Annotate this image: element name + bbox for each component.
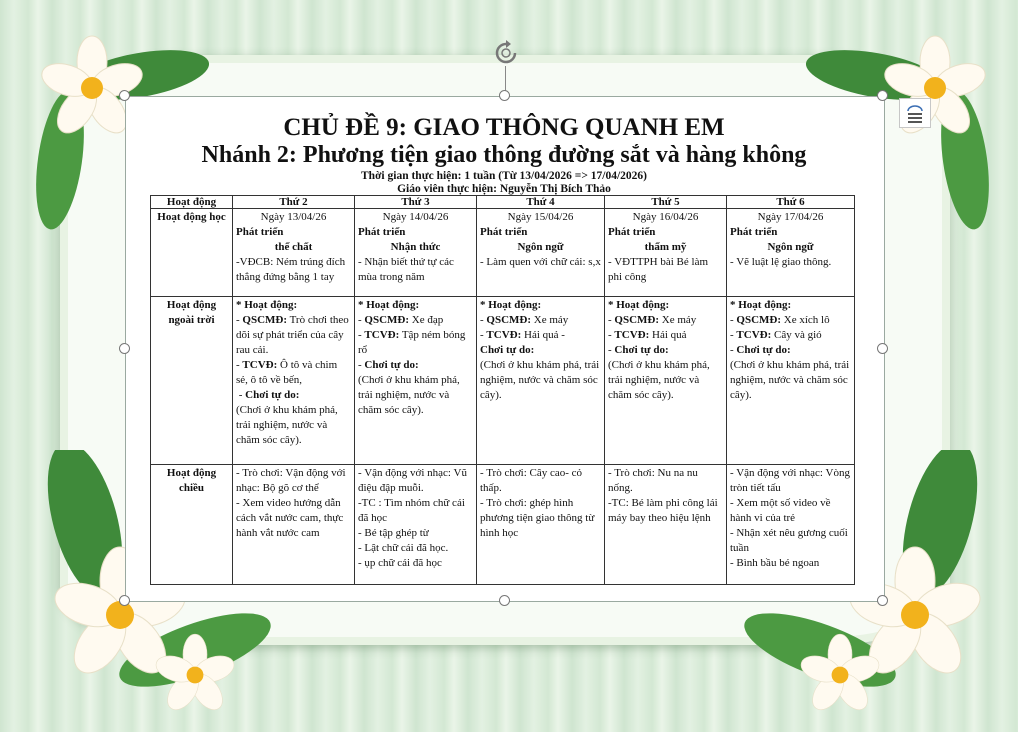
cell-key: Chơi tự do: [245,389,300,401]
cell-date: Ngày 13/04/26 [260,211,327,223]
cell-line: - QSCMĐ: Xe đạp [358,314,444,326]
cell-area-sub: Ngôn ngữ [517,241,564,253]
cell-key: TCVĐ: [486,329,522,341]
cell-heading: * Hoạt động: [236,299,298,311]
resize-handle-top[interactable] [499,90,510,101]
cell-line: - Chơi tự do: [236,389,300,401]
rotate-handle-icon[interactable] [493,40,519,66]
layout-options-icon [900,99,930,127]
resize-handle-left[interactable] [119,343,130,354]
table-cell [233,465,355,585]
cell-area: Phát triển [358,226,406,238]
cell-text: Hái quả [652,329,687,341]
activity-label: Hoạt động chiều [151,465,233,585]
cell-key: TCVĐ: [614,329,650,341]
cell-key: Chơi tự do: [614,344,669,356]
header-cell: Thứ 6 [727,196,855,209]
cell-text: - Bé tập ghép từ [358,527,429,539]
cell-key: TCVĐ: [364,329,400,341]
cell-text: Ô tô và chim sẻ, ô tô về bến, [236,359,338,386]
cell-area-sub: Ngôn ngữ [767,241,814,253]
cell-area: Phát triển [608,226,656,238]
cell-heading: * Hoạt động: [730,299,792,311]
cell-text: - Trò chơi: ghép hình phương tiện giao thông từ hình học [480,497,595,539]
cell-text: - Trò chơi: Nu na nu nống. [608,467,698,494]
cell-line: - TCVĐ: Hái quả [608,329,687,341]
cell-text: Xe máy [533,314,569,326]
cell-text: -TC: Bé làm phi công lái máy bay theo hiệu lệnh [608,497,718,524]
table-cell [727,209,855,297]
cell-area: Phát triển [730,226,778,238]
table-cell [233,297,355,465]
cell-text: Trò chơi theo dõi sự phát triển của cây rau cải. [236,314,349,356]
cell-text: - ụp chữ cái đã học [358,557,442,569]
cell-key: QSCMĐ: [486,314,532,326]
cell-key: QSCMĐ: [242,314,288,326]
cell-text: - Xem video hướng dẫn cách vắt nước cam, thực hành vắt nước cam [236,497,344,539]
cell-key: Chơi tự do: [364,359,419,371]
cell-text: - Bình bầu bé ngoan [730,557,820,569]
table-row-hoat-dong-ngoai-troi [151,297,855,465]
cell-text: -VĐCB: Ném trúng đích thẳng đứng bằng 1 tay [236,256,346,283]
cell-line: - QSCMĐ: Trò chơi theo dõi sự phát triển của cây rau cải. [236,314,349,356]
cell-text: - Trò chơi: Vận động với nhạc: Bộ gõ cơ thể [236,467,346,494]
table-cell [605,297,727,465]
cell-date: Ngày 16/04/26 [632,211,699,223]
cell-text: - Trò chơi: Cây cao- cỏ thấp. [480,467,583,494]
table-cell [605,465,727,585]
table-cell [355,209,477,297]
cell-line: - TCVĐ: Cây và gió [730,329,822,341]
cell-text: - Nhận xét nêu gương cuối tuần [730,527,848,554]
cell-text: (Chơi ở khu khám phá, trải nghiệm, nước và chăm sóc cây). [358,374,460,416]
cell-text: Xe máy [661,314,697,326]
cell-text: (Chơi ở khu khám phá, trải nghiệm, nước và chăm sóc cây). [608,359,710,401]
cell-text: - Lật chữ cái đã học. [358,542,449,554]
cell-line: - QSCMĐ: Xe máy [608,314,697,326]
cell-date: Ngày 15/04/26 [507,211,574,223]
table-cell [355,297,477,465]
cell-line: - TCVĐ: Ô tô và chim sẻ, ô tô về bến, [236,359,338,386]
header-cell: Thứ 3 [355,196,477,209]
table-cell [477,465,605,585]
teacher-line: Giáo viên thực hiện: Nguyễn Thị Bích Thảo [397,183,611,195]
cell-text: - VĐTTPH bài Bé làm phi công [608,256,709,283]
time-line: Thời gian thực hiện: 1 tuần (Từ 13/04/2026 => 17/04/2026) [361,170,647,182]
header-cell: Hoạt động [151,196,233,209]
cell-key: TCVĐ: [242,359,278,371]
cell-text: - Vận động với nhạc: Vũ điệu đập muỗi. [358,467,467,494]
cell-key: TCVĐ: [736,329,772,341]
resize-handle-top-right[interactable] [877,90,888,101]
cell-text: - Xem một số video về hành vi của trẻ [730,497,831,524]
cell-date: Ngày 17/04/26 [757,211,824,223]
cell-line: - Chơi tự do: [608,344,669,356]
cell-key: Chơi tự do: [480,344,535,356]
cell-text: Xe đạp [411,314,444,326]
cell-text: - Nhận biết thứ tự các mùa trong năm [358,256,454,283]
header-cell: Thứ 4 [477,196,605,209]
header-cell: Thứ 5 [605,196,727,209]
resize-handle-bottom[interactable] [499,595,510,606]
table-cell [727,297,855,465]
cell-heading: * Hoạt động: [358,299,420,311]
cell-key: QSCMĐ: [736,314,782,326]
table-header-row [151,196,855,209]
cell-line: - Chơi tự do: [730,344,791,356]
cell-date: Ngày 14/04/26 [382,211,449,223]
table-cell [477,297,605,465]
cell-area: Phát triển [236,226,284,238]
cell-text: Hái quả - [524,329,565,341]
cell-key: Chơi tự do: [736,344,791,356]
cell-text: Tập ném bóng rổ [358,329,466,356]
layout-options-button[interactable] [899,98,931,128]
table-cell [233,209,355,297]
cell-heading: * Hoạt động: [480,299,542,311]
resize-handle-right[interactable] [877,343,888,354]
cell-area-sub: thể chất [274,241,313,253]
cell-line: - QSCMĐ: Xe xích lô [730,314,830,326]
table-cell [605,209,727,297]
table-cell [477,209,605,297]
cell-line: - QSCMĐ: Xe máy [480,314,569,326]
cell-text: - Vận động với nhạc: Vòng tròn tiết tấu [730,467,850,494]
activity-label: Hoạt động học [151,209,233,297]
cell-area: Phát triển [480,226,528,238]
cell-text: -TC : Tìm nhóm chữ cái đã học [358,497,465,524]
cell-heading: * Hoạt động: [608,299,670,311]
cell-line: - Chơi tự do: [358,359,419,371]
cell-key: QSCMĐ: [364,314,410,326]
cell-text: (Chơi ở khu khám phá, trải nghiệm, nước và chăm sóc cây). [236,404,338,446]
cell-text: - Vẽ luật lệ giao thông. [730,256,832,268]
resize-handle-top-left[interactable] [119,90,130,101]
schedule-table [150,195,855,585]
page-title: CHỦ ĐỀ 9: GIAO THÔNG QUANH EM [283,114,725,141]
cell-area-sub: Nhận thức [390,241,441,253]
cell-key: QSCMĐ: [614,314,660,326]
cell-area-sub: thẩm mỹ [644,241,687,253]
page-subtitle: Nhánh 2: Phương tiện giao thông đường sắt và hàng không [201,142,807,168]
table-cell [727,465,855,585]
table-cell [355,465,477,585]
cell-text: Cây và gió [774,329,822,341]
cell-text: - Làm quen với chữ cái: s,x [480,256,601,268]
resize-handle-bottom-left[interactable] [119,595,130,606]
table-row-hoat-dong-chieu [151,465,855,585]
header-cell: Thứ 2 [233,196,355,209]
cell-text: (Chơi ở khu khám phá, trải nghiệm, nước và chăm sóc cây). [480,359,600,401]
resize-handle-bottom-right[interactable] [877,595,888,606]
activity-label: Hoạt động ngoài trời [151,297,233,465]
cell-line: - TCVĐ: Hái quả - [480,329,565,341]
table-row-hoat-dong-hoc [151,209,855,297]
cell-text: (Chơi ở khu khám phá, trải nghiệm, nước và chăm sóc cây). [730,359,850,401]
cell-line: - TCVĐ: Tập ném bóng rổ [358,329,466,356]
cell-text: Xe xích lô [783,314,830,326]
